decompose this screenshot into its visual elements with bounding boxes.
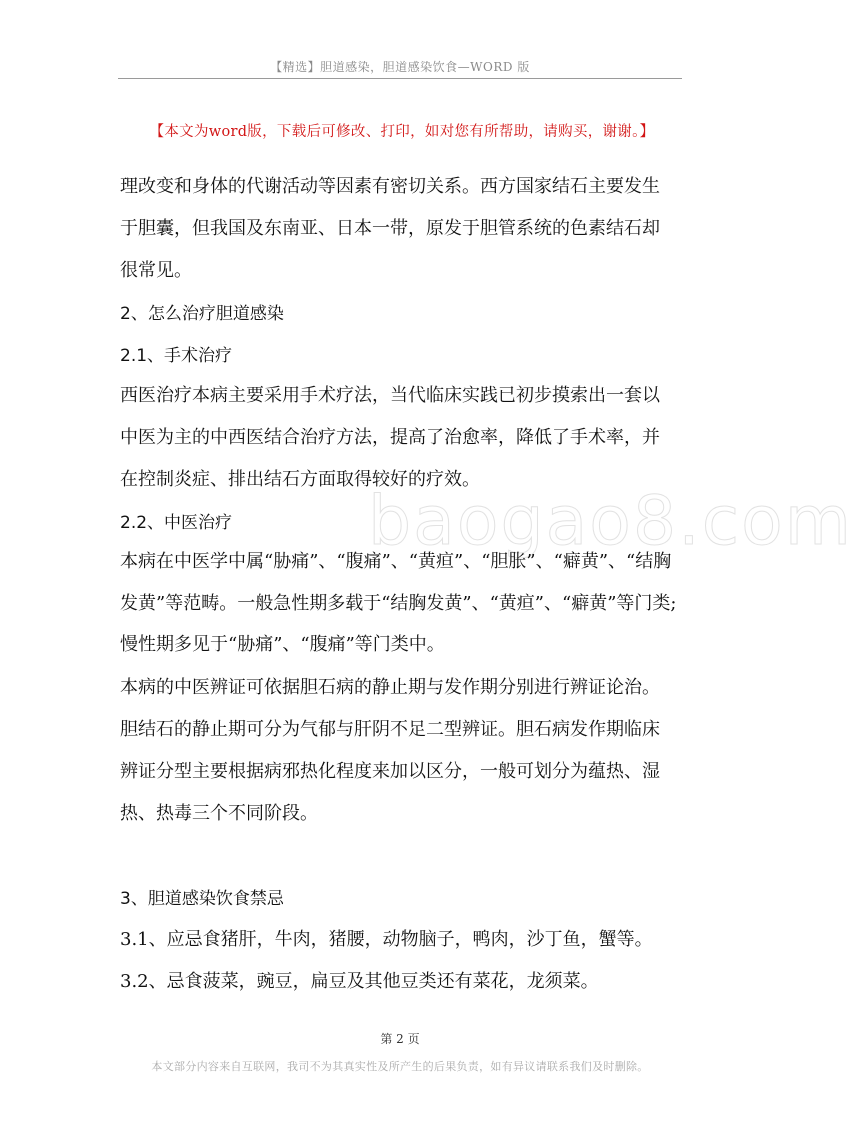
section-2-1-heading: 2.1、手术治疗 (120, 346, 233, 366)
paragraph-line: 热、热毒三个不同阶段。 (120, 803, 318, 824)
section-3-heading: 3、胆道感染饮食禁忌 (120, 889, 284, 909)
paragraph-line: 发黄”等范畴。一般急性期多载于“结胸发黄”、“黄疸”、“癖黄”等门类; (120, 593, 677, 614)
paragraph-line: 胆结石的静止期可分为气郁与肝阴不足二型辨证。胆石病发作期临床 (120, 719, 660, 740)
paragraph-line: 在控制炎症、排出结石方面取得较好的疗效。 (120, 469, 480, 490)
watermark: baogao8.com (368, 482, 853, 561)
page-header-title: 【精选】胆道感染，胆道感染饮食—WORD 版 (270, 60, 530, 74)
page-number: 第 2 页 (380, 1032, 420, 1046)
paragraph-line: 本病的中医辨证可依据胆石病的静止期与发作期分别进行辨证论治。 (120, 677, 660, 698)
download-notice: 【本文为word版，下载后可修改、打印，如对您有所帮助，请购买，谢谢。】 (149, 124, 655, 140)
section-2-2-heading: 2.2、中医治疗 (120, 513, 233, 533)
paragraph-line: 辨证分型主要根据病邪热化程度来加以区分，一般可划分为蕴热、湿 (120, 761, 660, 782)
paragraph-line: 西医治疗本病主要采用手术疗法，当代临床实践已初步摸索出一套以 (120, 385, 660, 406)
footer-disclaimer: 本文部分内容来自互联网，我司不为其真实性及所产生的后果负责，如有异议请联系我们及时删除。 (151, 1060, 649, 1073)
paragraph-line: 中医为主的中西医结合治疗方法，提高了治愈率，降低了手术率，并 (120, 427, 660, 448)
list-item: 3.2、忌食菠菜，豌豆，扁豆及其他豆类还有菜花，龙须菜。 (120, 971, 599, 992)
paragraph-line: 理改变和身体的代谢活动等因素有密切关系。西方国家结石主要发生 (120, 176, 660, 197)
paragraph-line: 慢性期多见于“胁痛”、“腹痛”等门类中。 (120, 634, 445, 655)
paragraph-line: 本病在中医学中属“胁痛”、“腹痛”、“黄疸”、“胆胀”、“癖黄”、“结胸 (120, 551, 672, 572)
header-divider (118, 78, 682, 79)
section-2-heading: 2、怎么治疗胆道感染 (120, 304, 284, 324)
paragraph-line: 于胆囊，但我国及东南亚、日本一带，原发于胆管系统的色素结石却 (120, 218, 660, 239)
paragraph-line: 很常见。 (120, 260, 192, 281)
list-item: 3.1、应忌食猪肝，牛肉，猪腰，动物脑子，鸭肉，沙丁鱼，蟹等。 (120, 929, 653, 950)
